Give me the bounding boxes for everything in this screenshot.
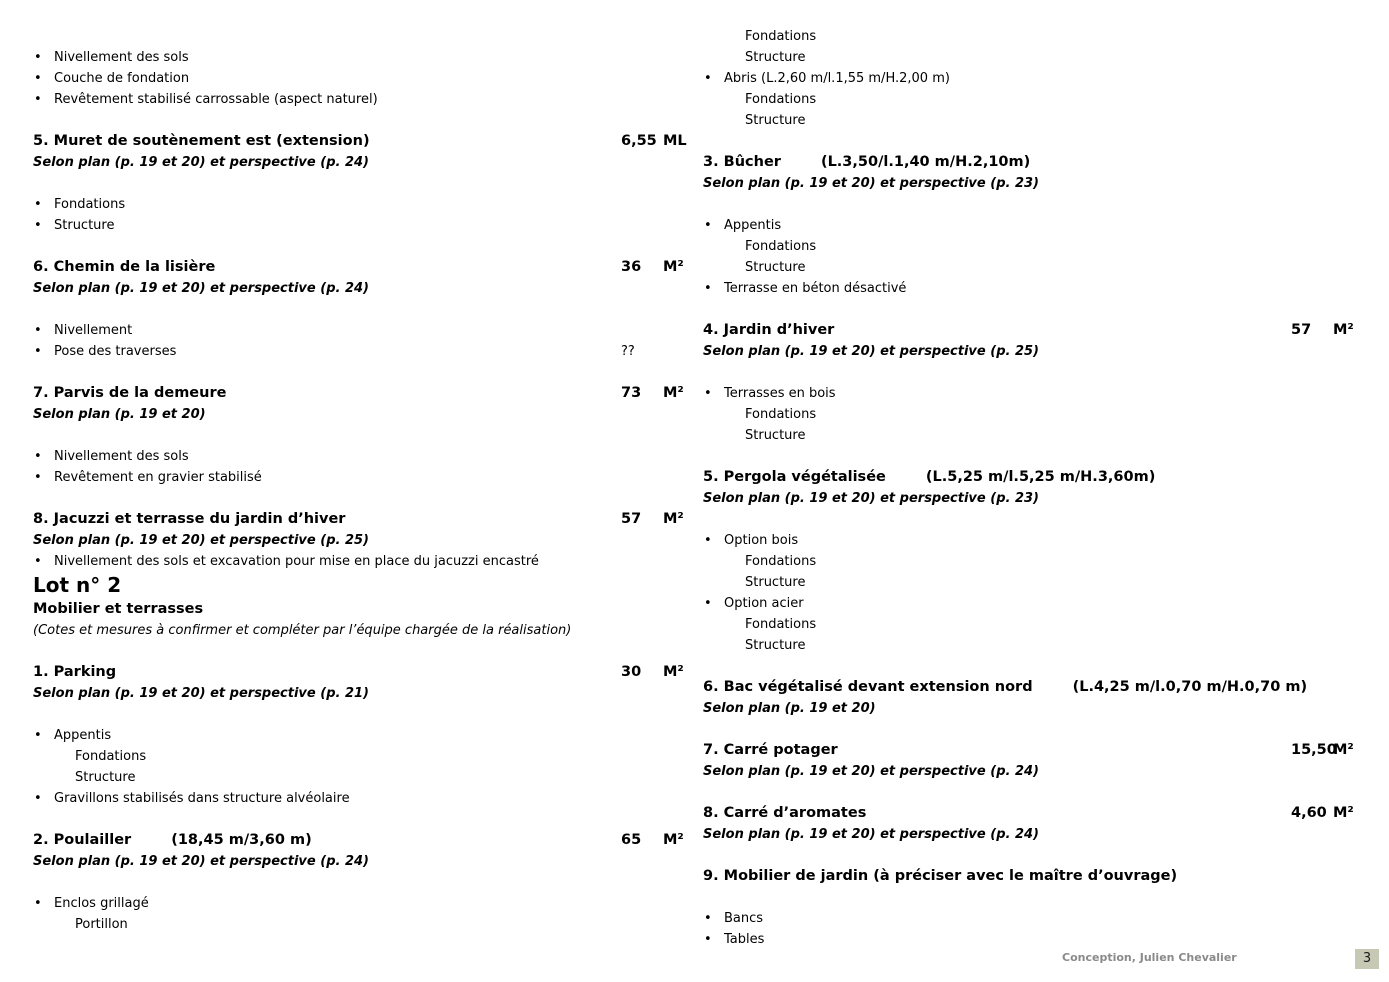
line-text: Appentis bbox=[724, 218, 782, 233]
bullet-item bbox=[33, 725, 688, 746]
line-text: Terrasse en béton désactivé bbox=[724, 281, 907, 296]
line-text: Option bois bbox=[724, 533, 799, 548]
spacer bbox=[33, 872, 688, 893]
sub-item bbox=[703, 110, 1355, 131]
line-text: Tables bbox=[724, 932, 765, 947]
quantity-value: 73 bbox=[621, 385, 642, 401]
line-text: Lot n° 2 bbox=[33, 573, 122, 597]
quantity-unit: M² bbox=[663, 385, 684, 401]
line-text: 6. Bac végétalisé devant extension nord bbox=[703, 679, 1033, 695]
line-text: Selon plan (p. 19 et 20) et perspective (p. 25) bbox=[703, 344, 1039, 359]
quantity-value: 6,55 bbox=[621, 133, 657, 149]
line-text: Bancs bbox=[724, 911, 764, 926]
line-text: Structure bbox=[745, 575, 806, 590]
quantity-value: 57 bbox=[621, 511, 642, 527]
quantity-unit: M² bbox=[663, 511, 684, 527]
quantity bbox=[621, 383, 684, 404]
section-heading bbox=[703, 152, 1355, 173]
line-text: Structure bbox=[745, 260, 806, 275]
quantity bbox=[621, 509, 684, 530]
sub-item bbox=[703, 257, 1355, 278]
line-text: 8. Jacuzzi et terrasse du jardin d’hiver bbox=[33, 511, 346, 527]
dimensions: (L.3,50/l.1,40 m/H.2,10m) bbox=[820, 154, 1031, 170]
plan-reference bbox=[33, 851, 688, 872]
quantity-unit: M² bbox=[1333, 742, 1354, 758]
line-text: Selon plan (p. 19 et 20) et perspective (p. 23) bbox=[703, 176, 1039, 191]
section-heading bbox=[703, 740, 1355, 761]
sub-item bbox=[33, 914, 688, 935]
quantity-value: 30 bbox=[621, 664, 642, 680]
spacer bbox=[33, 299, 688, 320]
sub-item bbox=[703, 47, 1355, 68]
section-heading bbox=[703, 677, 1355, 698]
line-text: Nivellement bbox=[54, 323, 133, 338]
plan-reference bbox=[703, 761, 1355, 782]
line-text: 5. Muret de soutènement est (extension) bbox=[33, 133, 370, 149]
line-text: Revêtement stabilisé carrossable (aspect naturel) bbox=[54, 92, 378, 107]
line-text: 9. Mobilier de jardin (à préciser avec le maître d’ouvrage) bbox=[703, 868, 1178, 884]
spacer bbox=[33, 704, 688, 725]
dimensions: (18,45 m/3,60 m) bbox=[171, 832, 312, 848]
line-text: Option acier bbox=[724, 596, 804, 611]
sub-item bbox=[703, 404, 1355, 425]
bullet-item bbox=[33, 893, 688, 914]
section-heading bbox=[33, 830, 688, 851]
right-column bbox=[703, 26, 1355, 950]
spacer bbox=[703, 446, 1355, 467]
plan-reference bbox=[703, 341, 1355, 362]
line-text: Selon plan (p. 19 et 20) bbox=[703, 701, 876, 716]
line-text: Mobilier et terrasses bbox=[33, 601, 204, 617]
quantity-value: 36 bbox=[621, 259, 642, 275]
spacer bbox=[33, 362, 688, 383]
line-text: 8. Carré d’aromates bbox=[703, 805, 867, 821]
spacer bbox=[703, 362, 1355, 383]
spacer bbox=[703, 887, 1355, 908]
line-text: 3. Bûcher bbox=[703, 154, 781, 170]
bullet-item bbox=[33, 320, 688, 341]
spacer bbox=[703, 719, 1355, 740]
plan-reference bbox=[703, 488, 1355, 509]
line-text: (Cotes et mesures à confirmer et compléter par l’équipe chargée de la réalisation) bbox=[33, 623, 572, 638]
plan-reference bbox=[703, 824, 1355, 845]
line-text: Couche de fondation bbox=[54, 71, 190, 86]
plan-reference bbox=[703, 698, 1355, 719]
section-heading bbox=[33, 131, 688, 152]
spacer bbox=[33, 809, 688, 830]
section-heading bbox=[703, 467, 1355, 488]
line-text: Gravillons stabilisés dans structure alvéolaire bbox=[54, 791, 350, 806]
quantity-unit: ML bbox=[663, 133, 687, 149]
line-text: Abris (L.2,60 m/l.1,55 m/H.2,00 m) bbox=[724, 71, 950, 86]
line-text: Selon plan (p. 19 et 20) et perspective (p. 24) bbox=[33, 155, 369, 170]
plan-reference bbox=[33, 152, 688, 173]
note-text bbox=[33, 620, 688, 641]
line-text: Fondations bbox=[745, 29, 817, 44]
spacer bbox=[703, 656, 1355, 677]
sub-item bbox=[703, 551, 1355, 572]
sub-item bbox=[703, 425, 1355, 446]
bullet-item bbox=[703, 68, 1355, 89]
sub-item bbox=[33, 746, 688, 767]
line-text: Nivellement des sols bbox=[54, 50, 189, 65]
line-text: Structure bbox=[54, 218, 115, 233]
plan-reference bbox=[33, 530, 688, 551]
line-text: 1. Parking bbox=[33, 664, 117, 680]
quantity bbox=[1291, 803, 1354, 824]
line-text: 5. Pergola végétalisée bbox=[703, 469, 886, 485]
quantity bbox=[621, 257, 684, 278]
quantity bbox=[621, 341, 635, 362]
spacer bbox=[703, 194, 1355, 215]
bullet-item bbox=[33, 89, 688, 110]
spacer bbox=[33, 110, 688, 131]
line-text: Structure bbox=[745, 50, 806, 65]
line-text: Selon plan (p. 19 et 20) et perspective (p. 24) bbox=[703, 764, 1039, 779]
line-text: Portillon bbox=[75, 917, 128, 932]
spacer bbox=[703, 299, 1355, 320]
bullet-item bbox=[703, 908, 1355, 929]
plan-reference bbox=[703, 173, 1355, 194]
sub-item bbox=[703, 614, 1355, 635]
line-text: Appentis bbox=[54, 728, 112, 743]
line-text: Pose des traverses bbox=[54, 344, 177, 359]
footer-credit: Conception, Julien Chevalier bbox=[1062, 951, 1237, 964]
line-text: Revêtement en gravier stabilisé bbox=[54, 470, 262, 485]
sub-item bbox=[703, 26, 1355, 47]
plan-reference bbox=[33, 278, 688, 299]
bullet-item bbox=[33, 551, 688, 572]
bullet-item bbox=[703, 593, 1355, 614]
line-text: Structure bbox=[745, 428, 806, 443]
bullet-item bbox=[33, 467, 688, 488]
sub-item bbox=[33, 767, 688, 788]
line-text: Selon plan (p. 19 et 20) et perspective (p. 24) bbox=[703, 827, 1039, 842]
quantity bbox=[621, 131, 687, 152]
quantity bbox=[1291, 740, 1354, 761]
line-text: Structure bbox=[745, 113, 806, 128]
bullet-item bbox=[703, 383, 1355, 404]
line-text: Structure bbox=[75, 770, 136, 785]
spacer bbox=[33, 26, 688, 47]
spacer bbox=[33, 236, 688, 257]
quantity bbox=[1291, 320, 1354, 341]
dimensions: (L.5,25 m/l.5,25 m/H.3,60m) bbox=[925, 469, 1156, 485]
spacer bbox=[33, 488, 688, 509]
quantity-unit: M² bbox=[663, 664, 684, 680]
quantity-unit: M² bbox=[1333, 805, 1354, 821]
quantity bbox=[621, 662, 684, 683]
line-text: Nivellement des sols et excavation pour mise en place du jacuzzi encastré bbox=[54, 554, 539, 569]
line-text: Selon plan (p. 19 et 20) et perspective (p. 24) bbox=[33, 281, 369, 296]
lot-subtitle bbox=[33, 599, 688, 620]
bullet-item bbox=[33, 47, 688, 68]
quantity-value: 15,50 bbox=[1291, 742, 1337, 758]
spacer bbox=[703, 782, 1355, 803]
section-heading bbox=[703, 320, 1355, 341]
section-heading bbox=[703, 803, 1355, 824]
spacer bbox=[703, 509, 1355, 530]
line-text: Selon plan (p. 19 et 20) et perspective (p. 21) bbox=[33, 686, 369, 701]
line-text: Fondations bbox=[745, 92, 817, 107]
quantity-unit: M² bbox=[1333, 322, 1354, 338]
line-text: 6. Chemin de la lisière bbox=[33, 259, 216, 275]
quantity-value: ?? bbox=[621, 344, 635, 359]
dimensions: (L.4,25 m/l.0,70 m/H.0,70 m) bbox=[1072, 679, 1308, 695]
bullet-item bbox=[33, 194, 688, 215]
line-text: Selon plan (p. 19 et 20) et perspective (p. 25) bbox=[33, 533, 369, 548]
section-heading bbox=[33, 509, 688, 530]
plan-reference bbox=[33, 404, 688, 425]
plan-reference bbox=[33, 683, 688, 704]
line-text: Fondations bbox=[54, 197, 126, 212]
line-text: 7. Carré potager bbox=[703, 742, 838, 758]
line-text: Enclos grillagé bbox=[54, 896, 149, 911]
quantity-value: 4,60 bbox=[1291, 805, 1327, 821]
line-text: Fondations bbox=[745, 617, 817, 632]
bullet-item bbox=[33, 68, 688, 89]
line-text: Selon plan (p. 19 et 20) bbox=[33, 407, 206, 422]
bullet-item bbox=[703, 215, 1355, 236]
quantity-unit: M² bbox=[663, 832, 684, 848]
line-text: Terrasses en bois bbox=[724, 386, 836, 401]
quantity bbox=[621, 830, 684, 851]
sub-item bbox=[703, 635, 1355, 656]
line-text: Selon plan (p. 19 et 20) et perspective (p. 24) bbox=[33, 854, 369, 869]
bullet-item bbox=[33, 788, 688, 809]
line-text: Nivellement des sols bbox=[54, 449, 189, 464]
bullet-item bbox=[33, 341, 688, 362]
spacer bbox=[703, 845, 1355, 866]
quantity-value: 57 bbox=[1291, 322, 1312, 338]
sub-item bbox=[703, 89, 1355, 110]
spacer bbox=[33, 641, 688, 662]
section-heading bbox=[33, 257, 688, 278]
sub-item bbox=[703, 572, 1355, 593]
bullet-item bbox=[33, 215, 688, 236]
bullet-item bbox=[703, 278, 1355, 299]
line-text: Fondations bbox=[75, 749, 147, 764]
line-text: Fondations bbox=[745, 239, 817, 254]
line-text: Fondations bbox=[745, 407, 817, 422]
line-text: 2. Poulailler bbox=[33, 832, 132, 848]
spacer bbox=[33, 425, 688, 446]
page-number: 3 bbox=[1355, 949, 1379, 969]
spacer bbox=[703, 131, 1355, 152]
line-text: Selon plan (p. 19 et 20) et perspective (p. 23) bbox=[703, 491, 1039, 506]
line-text: Structure bbox=[745, 638, 806, 653]
line-text: 4. Jardin d’hiver bbox=[703, 322, 835, 338]
left-column bbox=[33, 26, 688, 935]
quantity-unit: M² bbox=[663, 259, 684, 275]
line-text: Fondations bbox=[745, 554, 817, 569]
bullet-item bbox=[703, 530, 1355, 551]
lot-title bbox=[33, 572, 688, 599]
sub-item bbox=[703, 236, 1355, 257]
quantity-value: 65 bbox=[621, 832, 642, 848]
line-text: 7. Parvis de la demeure bbox=[33, 385, 227, 401]
section-heading bbox=[33, 383, 688, 404]
section-heading bbox=[33, 662, 688, 683]
bullet-item bbox=[33, 446, 688, 467]
bullet-item bbox=[703, 929, 1355, 950]
section-heading bbox=[703, 866, 1355, 887]
spacer bbox=[33, 173, 688, 194]
